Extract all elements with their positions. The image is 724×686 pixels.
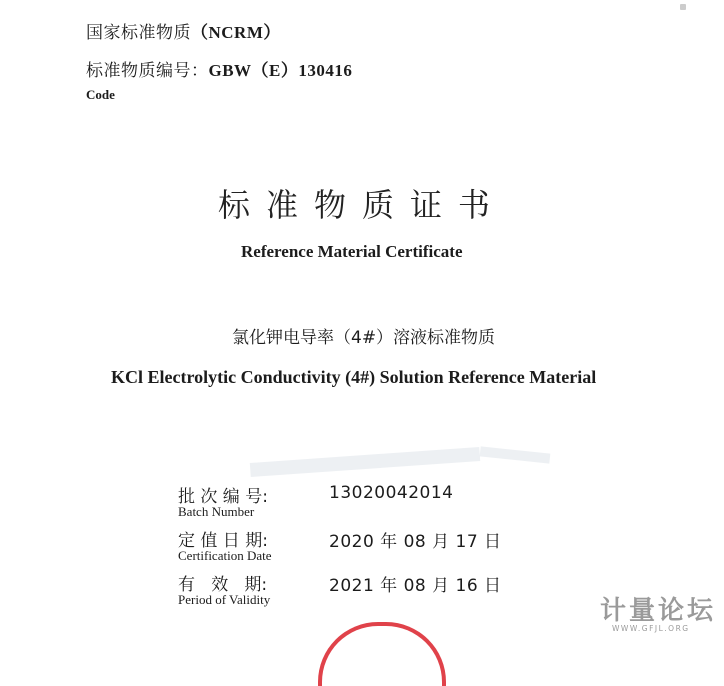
material-name-cn: 氯化钾电导率（4#）溶液标准物质 [232, 328, 496, 348]
scan-smudge [480, 446, 551, 463]
batch-number-label-en: Batch Number [178, 504, 255, 519]
certification-date-label-en: Certification Date [178, 548, 272, 563]
forum-watermark: 计量论坛 [600, 596, 717, 626]
certification-date-value: 2020 年 08 月 17 日 [329, 532, 502, 552]
certificate-title-en: Reference Material Certificate [241, 242, 463, 261]
forum-watermark-url: WWW.GFJL.ORG [612, 624, 690, 633]
scan-mark [680, 4, 686, 10]
ncrm-abbr: （NCRM） [191, 23, 281, 42]
batch-number-label-cn: 批 次 编 号: [178, 487, 268, 507]
validity-value: 2021 年 08 月 16 日 [329, 576, 502, 596]
certification-date-label-cn: 定 值 日 期: [178, 531, 268, 551]
validity-label-cn: 有 效 期: [178, 575, 268, 595]
batch-number-value: 13020042014 [329, 483, 454, 503]
ncrm-line [86, 18, 281, 43]
ncrm-label: 国家标准物质 [86, 23, 191, 43]
code-line-value: GBW（E）130416 [208, 61, 353, 80]
code-line-label: 标准物质编号： [86, 61, 209, 81]
red-seal-stamp [318, 622, 446, 686]
scan-smudge [250, 447, 480, 477]
material-name-en: KCl Electrolytic Conductivity (4#) Solution Reference Material [111, 367, 597, 387]
certificate-title-cn: 标准物质证书 [218, 186, 507, 224]
code-line [86, 56, 352, 81]
code-label: Code [86, 87, 115, 102]
validity-label-en: Period of Validity [178, 592, 271, 607]
